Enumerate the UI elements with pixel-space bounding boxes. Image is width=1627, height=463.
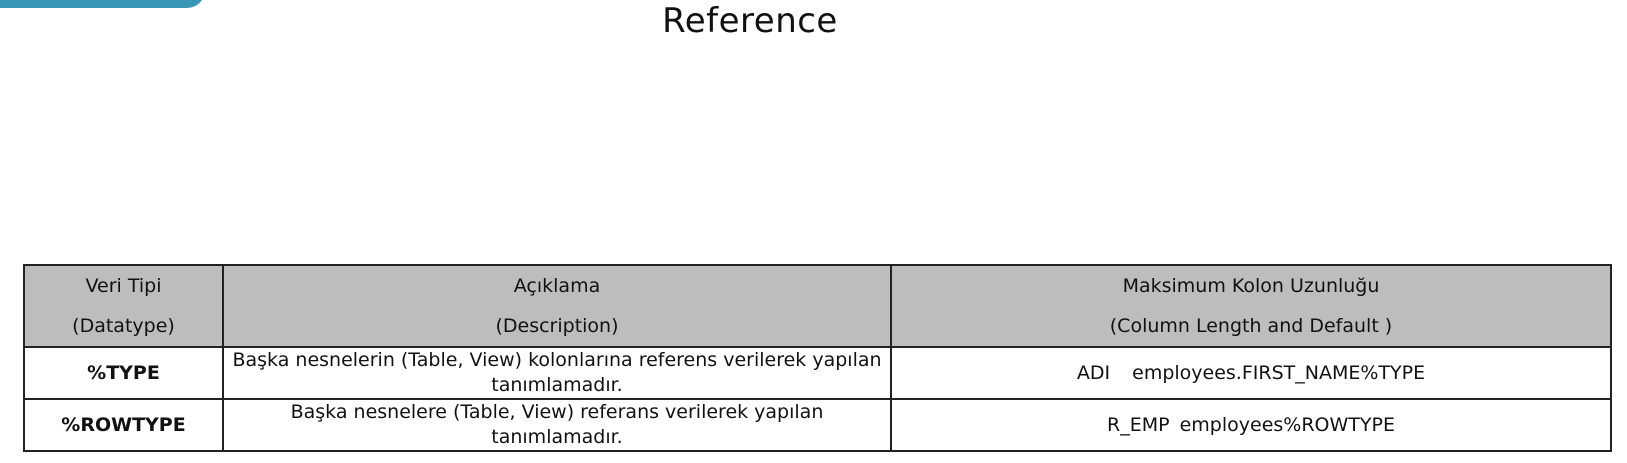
header-column-length-tr: Maksimum Kolon Uzunluğu — [1122, 275, 1380, 297]
header-description — [223, 265, 891, 347]
header-description-en: (Description) — [495, 315, 619, 337]
example-value: employees.FIRST_NAME%TYPE — [1132, 361, 1426, 384]
table-header-row — [24, 265, 1611, 347]
header-datatype-en: (Datatype) — [72, 315, 175, 337]
table-row — [24, 399, 1611, 451]
example-cell — [891, 347, 1611, 399]
header-column-length — [891, 265, 1611, 347]
description-cell: Başka nesnelerin (Table, View) kolonlarına referens verilerek yapılan tanımlamadır. — [223, 347, 891, 399]
example-name: R_EMP — [1107, 413, 1170, 436]
example-cell — [891, 399, 1611, 451]
reference-table — [23, 264, 1612, 452]
example-value: employees%ROWTYPE — [1179, 413, 1395, 436]
header-datatype-tr: Veri Tipi — [85, 275, 162, 297]
type-cell: %ROWTYPE — [24, 399, 223, 451]
header-column-length-en: (Column Length and Default ) — [1109, 315, 1393, 337]
example-name: ADI — [1076, 361, 1111, 384]
description-cell: Başka nesnelere (Table, View) referans verilerek yapılan tanımlamadır. — [223, 399, 891, 451]
page-title: Reference — [662, 1, 838, 41]
type-cell: %TYPE — [24, 347, 223, 399]
header-datatype — [24, 265, 223, 347]
header-description-tr: Açıklama — [513, 275, 601, 297]
table-row — [24, 347, 1611, 399]
